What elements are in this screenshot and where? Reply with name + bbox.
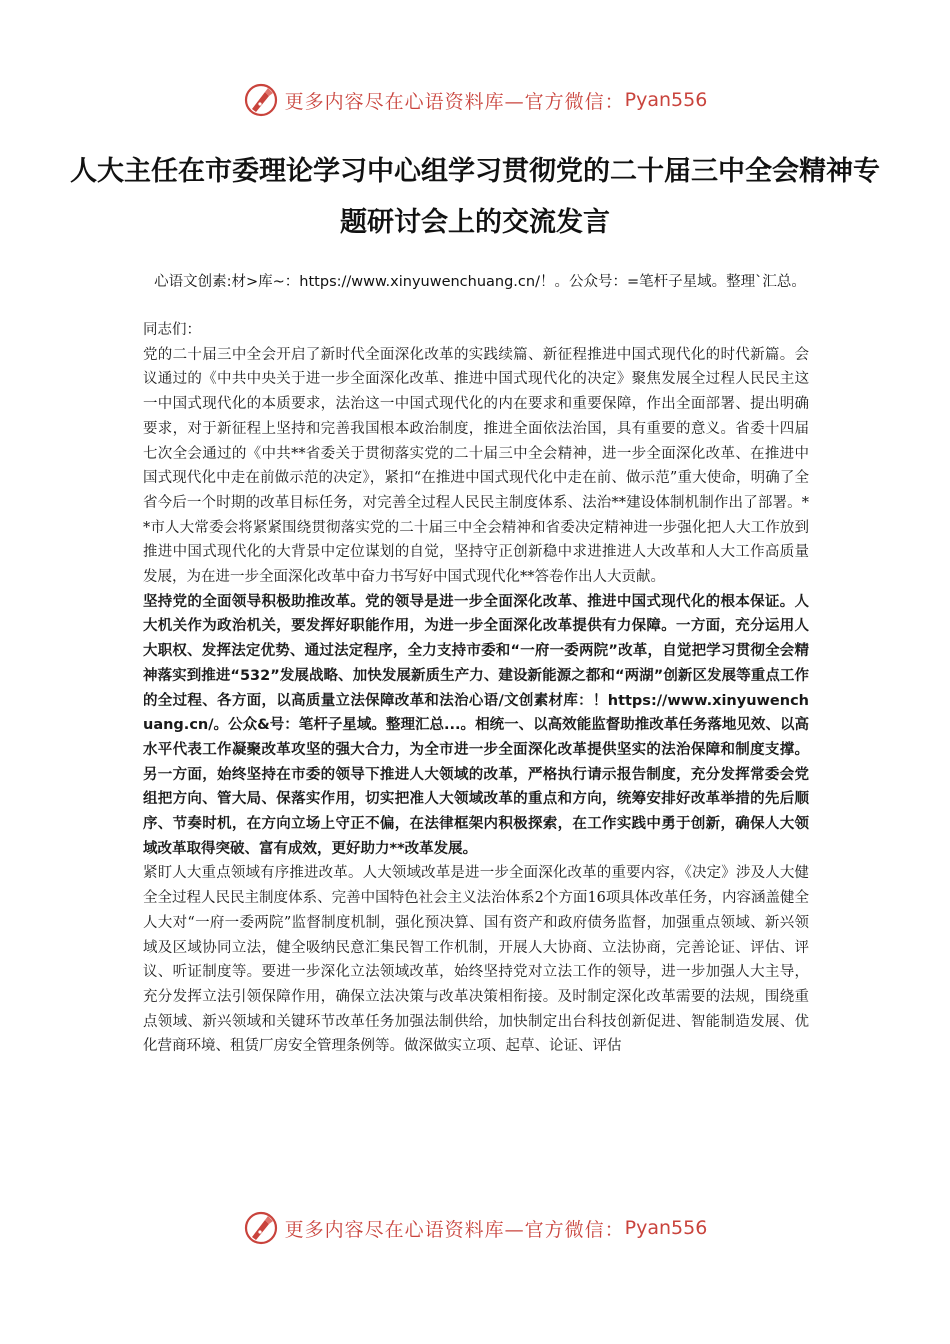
pen-nib-icon	[243, 1210, 279, 1246]
paragraph-key-areas: 紧盯人大重点领域有序推进改革。人大领域改革是进一步全面深化改革的重要内容，《决定》涉及人大健全全过程人民民主制度体系、完善中国特色社会主义法治体系2个方面16项具体改革任务，内容涵盖健全人大对“一府一委两院”监督制度机制，强化预决算、国有资产和政府债务监督，加强重点领域、新兴领域及区域协同立法，健全吸纳民意汇集民智工作机制，开展人大协商、立法协商，完善论证、评估、评议、听证制度等。要进一步深化立法领域改革，始终坚持党对立法工作的领导，进一步加强人大主导，充分发挥立法引领保障作用，确保立法决策与改革决策相衔接。及时制定深化改革需要的法规，围绕重点领域、新兴领域和关键环节改革任务加强法制供给，加快制定出台科技创新促进、智能制造发展、优化营商环境、租赁厂房安全管理条例等。做深做实立项、起草、论证、评估	[143, 865, 809, 1055]
document-title: 人大主任在市委理论学习中心组学习贯彻党的二十届三中全会精神专题研讨会上的交流发言	[70, 156, 880, 238]
paragraph-intro: 党的二十届三中全会开启了新时代全面深化改革的实践续篇、新征程推进中国式现代化的时代新篇。会议通过的《中共中央关于进一步全面深化改革、推进中国式现代化的决定》聚焦发展全过程人民民主这一中国式现代化的本质要求，法治这一中国式现代化的内在要求和重要保障，作出全面部署、提出明确要求，对于新征程上坚持和完善我国根本政治制度，推进全面依法治国，具有重要的意义。省委十四届七次全会通过的《中共**省委关于贯彻落实党的二十届三中全会精神，进一步全面深化改革、在推进中国式现代化中走在前做示范的决定》，紧扣“在推进中国式现代化中走在前、做示范”重大使命，明确了全省今后一个时期的改革目标任务，对完善全过程人民民主制度体系、法治**建设体制机制作出了部署。**市人大常委会将紧紧围绕贯彻落实党的二十届三中全会精神和省委决定精神进一步强化把人大工作放到推进中国式现代化的大背景中定位谋划的自觉，坚持守正创新稳中求进推进人大改革和人大工作高质量发展，为在进一步全面深化改革中奋力书写好中国式现代化**答卷作出人大贡献。	[143, 346, 809, 586]
banner-text: 更多内容尽在心语资料库—官方微信：	[284, 1218, 625, 1241]
footer-watermark-banner	[0, 1206, 950, 1250]
banner-text: 更多内容尽在心语资料库—官方微信：	[284, 90, 625, 113]
document-body	[143, 318, 809, 1059]
banner-wechat-id: Pyan556	[624, 1217, 708, 1239]
header-watermark-banner	[0, 78, 950, 122]
greeting: 同志们：	[143, 322, 201, 338]
pen-nib-icon	[243, 82, 279, 118]
paragraph-party-leadership: 坚持党的全面领导积极助推改革。党的领导是进一步全面深化改革、推进中国式现代化的根本保证。人大机关作为政治机关，要发挥好职能作用，为进一步全面深化改革提供有力保障。一方面，充分运用人大职权、发挥法定优势、通过法定程序，全力支持市委和“一府一委两院”改革，自觉把学习贯彻全会精神落实到推进“532”发展战略、加快发展新质生产力、建设新能源之都和“两湖”创新区发展等重点工作的全过程、各方面，以高质量立法保障改革和法治心语/文创素材库：！https://www.xinyuwenchuang.cn/。公众&号：笔杆子星域。整理汇总...。相统一、以高效能监督助推改革任务落地见效、以高水平代表工作凝聚改革攻坚的强大合力，为全市进一步全面深化改革提供坚实的法治保障和制度支撑。另一方面，始终坚持在市委的领导下推进人大领域的改革，严格执行请示报告制度，充分发挥常委会党组把方向、管大局、保落实作用，切实把准人大领域改革的重点和方向，统筹安排好改革举措的先后顺序、节奏时机，在方向立场上守正不偏，在法律框架内积极探索，在工作实践中勇于创新，确保人大领域改革取得突破、富有成效，更好助力**改革发展。	[143, 593, 809, 857]
banner-wechat-id: Pyan556	[624, 89, 708, 111]
source-note: 心语文创素:材>库~：https://www.xinyuwenchuang.cn/！。公众号：=笔杆子星域。整理`汇总。	[154, 274, 806, 290]
